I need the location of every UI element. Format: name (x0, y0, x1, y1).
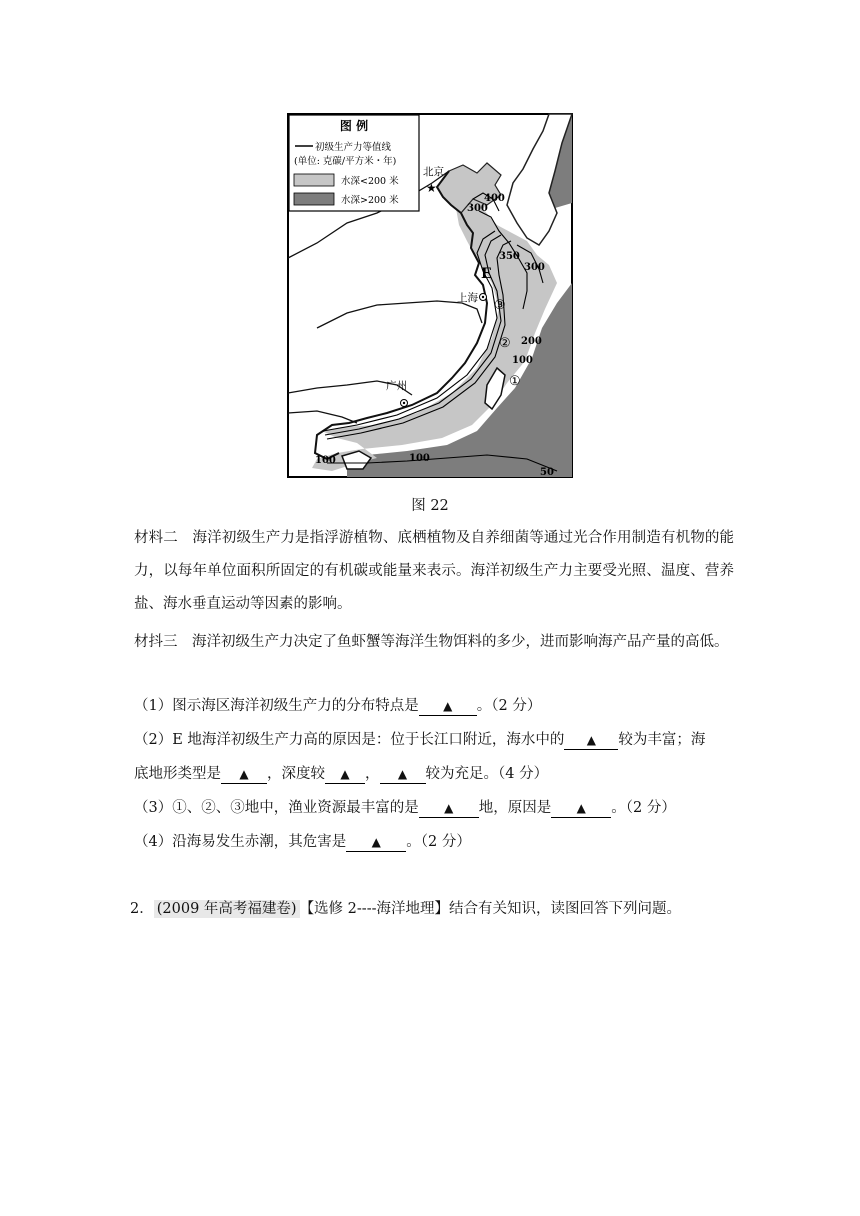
answer-blank[interactable] (221, 765, 267, 784)
label-circle-3: ③ (494, 298, 506, 313)
answer-blank[interactable] (564, 731, 618, 750)
label-e: E (481, 266, 492, 282)
map-figure (287, 113, 573, 478)
material-2: 材料二 海洋初级生产力是指浮游植物、底栖植物及自养细菌等通过光合作用制造有机物的能力，以每年单位面积所固定的有机碳或能量来表示。海洋初级生产力主要受光照、温度、营养盐、海水垂直运动等因素的影响。 (134, 530, 734, 612)
source-tag: (2009 年高考福建卷) (154, 900, 300, 918)
legend-isoline: 初级生产力等值线 (315, 142, 392, 153)
answer-blank[interactable] (346, 833, 406, 852)
legend-unit: (单位: 克碳/平方米・年) (294, 156, 397, 167)
triangle-icon: ▲ (397, 767, 408, 781)
material-3: 材抖三 海洋初级生产力决定了鱼虾蟹等海洋生物饵料的多少，进而影响海产品产量的高低。 (134, 634, 729, 650)
svg-text:300: 300 (467, 203, 488, 214)
answer-blank[interactable] (551, 799, 611, 818)
problem-2 (130, 893, 681, 926)
question-4: （4）沿海易发生赤潮，其危害是 ▲ 。（2 分） (134, 834, 471, 850)
svg-text:100: 100 (409, 453, 430, 464)
legend-title: 图 例 (339, 119, 369, 133)
problem-text: 【选修 2----海洋地理】结合有关知识，读图回答下列问题。 (299, 901, 681, 917)
figure-caption: 图 22 (411, 498, 449, 514)
label-circle-2: ② (499, 336, 511, 351)
triangle-icon: ▲ (443, 699, 453, 713)
answer-blank[interactable] (380, 765, 426, 784)
svg-text:350: 350 (499, 251, 520, 262)
triangle-icon: ▲ (444, 801, 454, 815)
label-shanghai: 上海 (457, 292, 478, 304)
triangle-icon: ▲ (371, 835, 381, 849)
legend-shallow: 水深<200 米 (341, 176, 399, 187)
question-2-line-1: （2）E 地海洋初级生产力高的原因是：位于长江口附近，海水中的 ▲ 较为丰富；海 (134, 732, 706, 748)
triangle-icon: ▲ (586, 733, 597, 747)
triangle-icon: ▲ (576, 801, 586, 815)
label-guangzhou: 广州 (386, 380, 407, 392)
problem-number: 2． (130, 901, 154, 917)
svg-text:300: 300 (524, 262, 545, 273)
svg-text:100: 100 (315, 455, 336, 466)
answer-blank[interactable] (419, 697, 477, 716)
svg-text:100: 100 (512, 355, 533, 366)
answer-blank[interactable] (419, 799, 479, 818)
triangle-icon: ▲ (239, 767, 249, 781)
legend (289, 115, 419, 211)
svg-text:400: 400 (484, 193, 505, 204)
question-1: （1）图示海区海洋初级生产力的分布特点是 ▲ 。（2 分） (134, 698, 542, 714)
question-2-line-2: 底地形类型是 ▲ ，深度较 ▲ ， ▲ 较为充足。（4 分） (134, 766, 549, 782)
label-circle-1: ① (509, 374, 521, 389)
svg-text:200: 200 (521, 336, 542, 347)
star-icon: ★ (426, 181, 437, 195)
triangle-icon: ▲ (340, 767, 350, 781)
legend-deep: 水深>200 米 (341, 195, 399, 206)
question-3: （3）①、②、③地中，渔业资源最丰富的是 ▲ 地，原因是 ▲ 。（2 分） (134, 800, 676, 816)
label-beijing: 北京 (423, 166, 444, 178)
svg-text:50: 50 (540, 467, 554, 478)
answer-blank[interactable] (325, 765, 365, 784)
